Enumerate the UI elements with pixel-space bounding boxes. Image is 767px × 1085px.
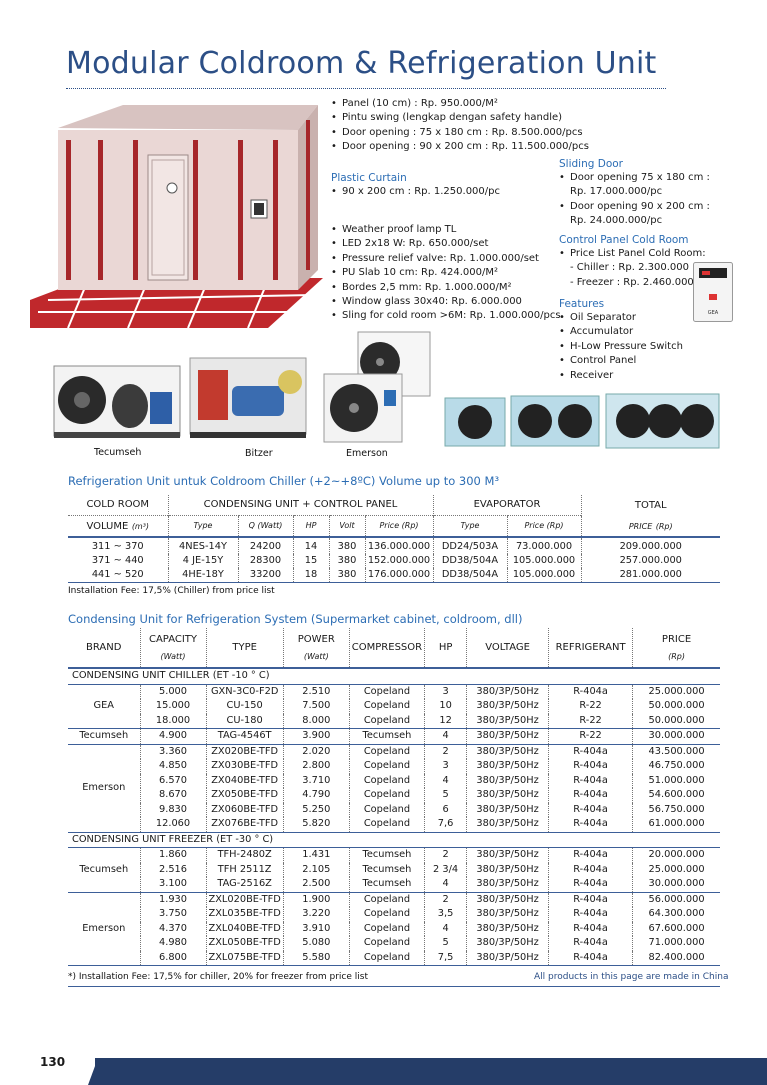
cell-volt: 380/3P/50Hz xyxy=(467,936,549,951)
cell-volume: 311 ~ 370 xyxy=(91,541,144,552)
cell-comp: Copeland xyxy=(349,922,424,937)
tecumseh-caption: Tecumseh xyxy=(94,447,142,458)
cell-power: 1.900 xyxy=(283,892,349,907)
cell-power: 5.820 xyxy=(283,817,349,832)
cell-volt: 380/3P/50Hz xyxy=(467,877,549,892)
table-row xyxy=(68,951,720,966)
table-row xyxy=(68,699,720,714)
cell-volt: 380/3P/50Hz xyxy=(467,907,549,922)
feature-item: • H-Low Pressure Switch xyxy=(559,340,683,354)
cell-type: 4HE-18Y xyxy=(168,568,238,583)
accessory-item: • Sling for cold room >6M: Rp. 1.000.000/pcs xyxy=(331,309,561,323)
cell-type: ZXL075BE-TFD xyxy=(206,951,283,966)
cell-volt: 380/3P/50Hz xyxy=(467,774,549,789)
cell-hp: 3,5 xyxy=(425,907,467,922)
cell-comp: Copeland xyxy=(349,788,424,803)
cell-ref: R-404a xyxy=(549,863,633,878)
accessory-item: • PU Slab 10 cm: Rp. 424.000/M² xyxy=(331,266,561,280)
cell-cap: 9.830 xyxy=(140,803,206,818)
col-price: Price (Rp) xyxy=(365,515,433,537)
chiller-refrigeration-table xyxy=(68,495,720,583)
cell-type: ZX060BE-TFD xyxy=(206,803,283,818)
cell-hp: 4 xyxy=(425,922,467,937)
cell-comp: Copeland xyxy=(349,759,424,774)
price-unit: (Rp) xyxy=(668,651,685,661)
cell-type: ZXL040BE-TFD xyxy=(206,922,283,937)
cell-cap: 15.000 xyxy=(140,699,206,714)
table-row xyxy=(68,744,720,759)
control-panel-freezer: - Freezer : Rp. 2.460.000 xyxy=(570,276,694,288)
condensing-unit-table xyxy=(68,628,720,966)
cell-comp: Copeland xyxy=(349,907,424,922)
cell-type: CU-180 xyxy=(206,714,283,729)
col-volume xyxy=(68,515,168,537)
cell-cap: 4.980 xyxy=(140,936,206,951)
sliding-door-item: • Door opening 90 x 200 cm : xyxy=(559,200,710,214)
table-row xyxy=(68,759,720,774)
cell-power: 1.431 xyxy=(283,848,349,863)
cell-ref: R-22 xyxy=(549,714,633,729)
table-row xyxy=(68,817,720,832)
cell-comp: Tecumseh xyxy=(349,877,424,892)
gea-badge: GEA xyxy=(707,310,719,316)
cell-power: 5.250 xyxy=(283,803,349,818)
cell-type: ZX030BE-TFD xyxy=(206,759,283,774)
panel-price-list xyxy=(331,97,589,155)
cell-hp: 2 3/4 xyxy=(425,863,467,878)
bitzer-unit-image xyxy=(186,352,310,442)
cell-power: 3.220 xyxy=(283,907,349,922)
cell-brand: Tecumseh xyxy=(79,863,129,875)
cell-total: 281.000.000 xyxy=(581,568,720,583)
cell-hp: 18 xyxy=(293,568,329,583)
cell-cap: 5.000 xyxy=(140,684,206,699)
cell-comp: Copeland xyxy=(349,817,424,832)
cell-ref: R-22 xyxy=(549,699,633,714)
cell-price: 50.000.000 xyxy=(633,714,720,729)
cell-cap: 18.000 xyxy=(140,714,206,729)
cell-price: 71.000.000 xyxy=(633,936,720,951)
cell-hp: 3 xyxy=(425,684,467,699)
feature-item: • Oil Separator xyxy=(559,311,683,325)
cell-total: 209.000.000 xyxy=(581,537,720,554)
accessory-item: • Weather proof lamp TL xyxy=(331,223,561,237)
col-hp: HP xyxy=(425,628,467,668)
col-type: Type xyxy=(168,515,238,537)
evaporator-units-image xyxy=(443,392,723,452)
cell-price: 152.000.000 xyxy=(365,554,433,568)
cell-comp: Copeland xyxy=(349,951,424,966)
cell-volt: 380/3P/50Hz xyxy=(467,863,549,878)
cell-hp: 2 xyxy=(425,744,467,759)
cell-volt: 380/3P/50Hz xyxy=(467,951,549,966)
capacity-label: CAPACITY xyxy=(148,633,198,645)
col-total: TOTAL xyxy=(581,495,720,515)
cell-cap: 4.850 xyxy=(140,759,206,774)
feature-item: • Accumulator xyxy=(559,325,683,339)
cell-comp: Copeland xyxy=(349,714,424,729)
cell-power: 5.080 xyxy=(283,936,349,951)
cell-ref: R-404a xyxy=(549,951,633,966)
col-cold-room: COLD ROOM xyxy=(86,499,150,511)
cell-brand: Tecumseh xyxy=(68,729,140,745)
emerson-unit-image xyxy=(322,330,434,446)
cell-power: 3.710 xyxy=(283,774,349,789)
cell-type: ZX020BE-TFD xyxy=(206,744,283,759)
cell-type: ZX050BE-TFD xyxy=(206,788,283,803)
col-evap-price: Price (Rp) xyxy=(507,515,581,537)
cell-power: 7.500 xyxy=(283,699,349,714)
col-brand: BRAND xyxy=(86,642,122,653)
table-row xyxy=(68,892,720,907)
feature-item: • Control Panel xyxy=(559,354,683,368)
cell-evap-type: DD38/504A xyxy=(433,568,507,583)
cell-hp: 4 xyxy=(425,729,467,745)
cell-ref: R-404a xyxy=(549,684,633,699)
cell-hp: 7,6 xyxy=(425,817,467,832)
control-panel-item: • Price List Panel Cold Room: xyxy=(559,247,706,261)
cell-cap: 6.570 xyxy=(140,774,206,789)
cell-brand: Emerson xyxy=(68,744,140,832)
col-total-price xyxy=(581,515,720,537)
cell-comp: Copeland xyxy=(349,774,424,789)
panel-item: • Panel (10 cm) : Rp. 950.000/M² xyxy=(331,97,589,111)
accessories-list xyxy=(331,223,561,324)
cell-ref: R-404a xyxy=(549,774,633,789)
volume-label: VOLUME xyxy=(86,521,129,533)
col-power xyxy=(283,628,349,668)
cell-comp: Tecumseh xyxy=(349,848,424,863)
cell-ref: R-404a xyxy=(549,892,633,907)
emerson-caption: Emerson xyxy=(346,448,388,459)
cell-volt: 380/3P/50Hz xyxy=(467,684,549,699)
cell-cap: 2.516 xyxy=(140,863,206,878)
installation-footnote: *) Installation Fee: 17,5% for chiller, 20% for freezer from price list xyxy=(68,972,368,982)
cell-ref: R-404a xyxy=(549,936,633,951)
table-row xyxy=(68,774,720,789)
cell-cap: 4.900 xyxy=(140,729,206,745)
col-type: TYPE xyxy=(206,628,283,668)
cell-power: 2.510 xyxy=(283,684,349,699)
cell-type: TAG-4546T xyxy=(206,729,283,745)
cell-power: 3.900 xyxy=(283,729,349,745)
panel-item: • Pintu swing (lengkap dengan safety handle) xyxy=(331,111,589,125)
title-divider xyxy=(66,88,666,89)
cell-cap: 8.670 xyxy=(140,788,206,803)
cell-comp: Copeland xyxy=(349,744,424,759)
cell-price: 43.500.000 xyxy=(633,744,720,759)
cell-power: 2.105 xyxy=(283,863,349,878)
table-row xyxy=(68,907,720,922)
cell-type: ZXL035BE-TFD xyxy=(206,907,283,922)
cell-comp: Copeland xyxy=(349,892,424,907)
group-header: CONDENSING UNIT CHILLER (ET -10 ° C) xyxy=(68,668,720,684)
cell-price: 30.000.000 xyxy=(633,877,720,892)
cell-price: 50.000.000 xyxy=(633,699,720,714)
control-panel-heading: Control Panel Cold Room xyxy=(559,234,689,246)
table1-installation-note: Installation Fee: 17,5% (Chiller) from price list xyxy=(68,586,275,596)
cell-ref: R-404a xyxy=(549,907,633,922)
group-header: CONDENSING UNIT FREEZER (ET -30 ° C) xyxy=(68,832,720,848)
cell-type: TFH-2480Z xyxy=(206,848,283,863)
features-list xyxy=(559,311,683,383)
cell-type: 4 JE-15Y xyxy=(168,554,238,568)
table-row xyxy=(68,803,720,818)
cell-type: TAG-2516Z xyxy=(206,877,283,892)
cell-price: 54.600.000 xyxy=(633,788,720,803)
cell-evap-type: DD38/504A xyxy=(433,554,507,568)
cell-evap-type: DD24/503A xyxy=(433,537,507,554)
cell-hp: 15 xyxy=(293,554,329,568)
bottom-rule xyxy=(68,986,720,987)
cell-ref: R-404a xyxy=(549,788,633,803)
group-header-row xyxy=(68,668,720,684)
col-hp: HP xyxy=(293,515,329,537)
plastic-curtain-list xyxy=(331,185,500,199)
cell-price: 67.600.000 xyxy=(633,922,720,937)
cell-hp: 5 xyxy=(425,788,467,803)
table1-heading: Refrigeration Unit untuk Coldroom Chiller (+2~+8ºC) Volume up to 300 M³ xyxy=(68,474,500,488)
cell-brand: Emerson xyxy=(68,892,140,966)
panel-item: • Door opening : 75 x 180 cm : Rp. 8.500.000/pcs xyxy=(331,126,589,140)
sliding-door-item-price: Rp. 17.000.000/pc xyxy=(570,186,663,198)
price-label: PRICE xyxy=(661,633,692,645)
control-panel-chiller: - Chiller : Rp. 2.300.000 xyxy=(570,262,689,274)
cell-hp: 4 xyxy=(425,877,467,892)
cell-volume: 441 ~ 520 xyxy=(91,569,144,580)
cell-price: 51.000.000 xyxy=(633,774,720,789)
cell-type: CU-150 xyxy=(206,699,283,714)
cell-hp: 14 xyxy=(293,537,329,554)
cell-price: 30.000.000 xyxy=(633,729,720,745)
col-condensing-unit: CONDENSING UNIT + CONTROL PANEL xyxy=(168,495,433,515)
cell-volt: 380/3P/50Hz xyxy=(467,817,549,832)
col-refrigerant: REFRIGERANT xyxy=(549,628,633,668)
cell-ref: R-404a xyxy=(549,877,633,892)
volume-unit: (m³) xyxy=(131,522,150,532)
table-row xyxy=(68,729,720,745)
cell-volt: 380 xyxy=(329,537,365,554)
accessory-item: • LED 2x18 W: Rp. 650.000/set xyxy=(331,237,561,251)
cell-type: ZX040BE-TFD xyxy=(206,774,283,789)
cell-volt: 380 xyxy=(329,554,365,568)
cell-volume: 371 ~ 440 xyxy=(91,555,144,566)
table-row xyxy=(68,554,720,568)
cell-volt: 380/3P/50Hz xyxy=(467,892,549,907)
cell-cap: 6.800 xyxy=(140,951,206,966)
table-row xyxy=(68,848,720,863)
table2-heading: Condensing Unit for Refrigeration System (Supermarket cabinet, coldroom, dll) xyxy=(68,612,523,626)
accessory-item: • Bordes 2,5 mm: Rp. 1.000.000/M² xyxy=(331,281,561,295)
table-row xyxy=(68,684,720,699)
group-header-row xyxy=(68,832,720,848)
cell-power: 4.790 xyxy=(283,788,349,803)
cell-ref: R-22 xyxy=(549,729,633,745)
plastic-curtain-heading: Plastic Curtain xyxy=(331,172,407,184)
control-panel-list xyxy=(559,247,706,290)
col-volt: Volt xyxy=(329,515,365,537)
cell-type: GXN-3C0-F2D xyxy=(206,684,283,699)
accessory-item: • Window glass 30x40: Rp. 6.000.000 xyxy=(331,295,561,309)
cell-type: TFH 2511Z xyxy=(206,863,283,878)
feature-item: • Receiver xyxy=(559,369,683,383)
cell-power: 2.800 xyxy=(283,759,349,774)
features-heading: Features xyxy=(559,298,605,310)
cell-hp: 10 xyxy=(425,699,467,714)
plastic-curtain-item: • 90 x 200 cm : Rp. 1.250.000/pc xyxy=(331,185,500,199)
cell-cap: 4.370 xyxy=(140,922,206,937)
cell-power: 3.910 xyxy=(283,922,349,937)
cell-evap-price: 73.000.000 xyxy=(507,537,581,554)
cell-volt: 380/3P/50Hz xyxy=(467,803,549,818)
cell-hp: 7,5 xyxy=(425,951,467,966)
cell-ref: R-404a xyxy=(549,817,633,832)
power-unit: (Watt) xyxy=(303,651,329,661)
cell-type: ZX076BE-TFD xyxy=(206,817,283,832)
table-row xyxy=(68,537,720,554)
cell-volt: 380/3P/50Hz xyxy=(467,744,549,759)
cell-volt: 380/3P/50Hz xyxy=(467,759,549,774)
cell-volt: 380/3P/50Hz xyxy=(467,848,549,863)
cell-ref: R-404a xyxy=(549,803,633,818)
capacity-unit: (Watt) xyxy=(160,651,186,661)
cell-power: 2.500 xyxy=(283,877,349,892)
cell-ref: R-404a xyxy=(549,759,633,774)
cell-price: 20.000.000 xyxy=(633,848,720,863)
sliding-door-heading: Sliding Door xyxy=(559,158,623,170)
cell-comp: Tecumseh xyxy=(349,729,424,745)
cell-volt: 380/3P/50Hz xyxy=(467,788,549,803)
cell-volt: 380 xyxy=(329,568,365,583)
cell-comp: Copeland xyxy=(349,803,424,818)
col-capacity xyxy=(140,628,206,668)
table-row xyxy=(68,877,720,892)
cell-hp: 4 xyxy=(425,774,467,789)
col-evap-type: Type xyxy=(433,515,507,537)
page-number: 130 xyxy=(40,1055,66,1069)
cell-price: 61.000.000 xyxy=(633,817,720,832)
cell-evap-price: 105.000.000 xyxy=(507,554,581,568)
cell-brand: GEA xyxy=(93,700,114,711)
bitzer-caption: Bitzer xyxy=(245,448,273,459)
cell-power: 5.580 xyxy=(283,951,349,966)
coldroom-illustration xyxy=(28,100,328,330)
cell-cap: 12.060 xyxy=(140,817,206,832)
cell-cap: 3.750 xyxy=(140,907,206,922)
cell-hp: 5 xyxy=(425,936,467,951)
sliding-door-item-price: Rp. 24.000.000/pc xyxy=(570,215,663,227)
tecumseh-unit-image xyxy=(52,362,182,442)
cell-type: ZXL020BE-TFD xyxy=(206,892,283,907)
cell-price: 46.750.000 xyxy=(633,759,720,774)
cell-cap: 3.100 xyxy=(140,877,206,892)
col-price xyxy=(633,628,720,668)
cell-cap: 1.930 xyxy=(140,892,206,907)
cell-volt: 380/3P/50Hz xyxy=(467,729,549,745)
page-title: Modular Coldroom & Refrigeration Unit xyxy=(66,46,657,81)
total-price-label: PRICE xyxy=(628,522,653,531)
power-label: POWER xyxy=(297,633,335,645)
cell-price: 82.400.000 xyxy=(633,951,720,966)
table-row xyxy=(68,714,720,729)
cell-hp: 2 xyxy=(425,892,467,907)
cell-hp: 12 xyxy=(425,714,467,729)
cell-comp: Copeland xyxy=(349,684,424,699)
table-row xyxy=(68,936,720,951)
col-voltage: VOLTAGE xyxy=(467,628,549,668)
panel-item: • Door opening : 90 x 200 cm : Rp. 11.500.000/pcs xyxy=(331,140,589,154)
col-evaporator: EVAPORATOR xyxy=(433,495,581,515)
cell-price: 56.750.000 xyxy=(633,803,720,818)
cell-volt: 380/3P/50Hz xyxy=(467,699,549,714)
cell-power: 8.000 xyxy=(283,714,349,729)
cell-total: 257.000.000 xyxy=(581,554,720,568)
table-row xyxy=(68,788,720,803)
cell-ref: R-404a xyxy=(549,848,633,863)
cell-q: 24200 xyxy=(238,537,293,554)
sliding-door-item: • Door opening 75 x 180 cm : xyxy=(559,171,710,185)
cell-price: 176.000.000 xyxy=(365,568,433,583)
cell-hp: 2 xyxy=(425,848,467,863)
cell-price: 25.000.000 xyxy=(633,684,720,699)
cell-price: 136.000.000 xyxy=(365,537,433,554)
cell-volt: 380/3P/50Hz xyxy=(467,922,549,937)
control-panel-box-image xyxy=(693,262,733,322)
cell-price: 64.300.000 xyxy=(633,907,720,922)
cell-volt: 380/3P/50Hz xyxy=(467,714,549,729)
cell-comp: Copeland xyxy=(349,936,424,951)
table-row xyxy=(68,863,720,878)
cell-type: ZXL050BE-TFD xyxy=(206,936,283,951)
table-row xyxy=(68,922,720,937)
col-compressor: COMPRESSOR xyxy=(349,628,424,668)
cell-q: 28300 xyxy=(238,554,293,568)
cell-cap: 3.360 xyxy=(140,744,206,759)
accessory-item: • Pressure relief valve: Rp. 1.000.000/set xyxy=(331,252,561,266)
cell-q: 33200 xyxy=(238,568,293,583)
footer-band xyxy=(95,1058,767,1085)
cell-comp: Tecumseh xyxy=(349,863,424,878)
cell-power: 2.020 xyxy=(283,744,349,759)
total-price-unit: (Rp) xyxy=(655,522,673,531)
cell-price: 56.000.000 xyxy=(633,892,720,907)
col-q: Q (Watt) xyxy=(238,515,293,537)
cell-evap-price: 105.000.000 xyxy=(507,568,581,583)
sliding-door-list xyxy=(559,171,710,229)
cell-ref: R-404a xyxy=(549,922,633,937)
cell-type: 4NES-14Y xyxy=(168,537,238,554)
cell-hp: 6 xyxy=(425,803,467,818)
cell-cap: 1.860 xyxy=(140,848,206,863)
cell-ref: R-404a xyxy=(549,744,633,759)
made-in-note: All products in this page are made in China xyxy=(534,972,729,982)
cell-hp: 3 xyxy=(425,759,467,774)
cell-comp: Copeland xyxy=(349,699,424,714)
cell-price: 25.000.000 xyxy=(633,863,720,878)
table-row xyxy=(68,568,720,583)
